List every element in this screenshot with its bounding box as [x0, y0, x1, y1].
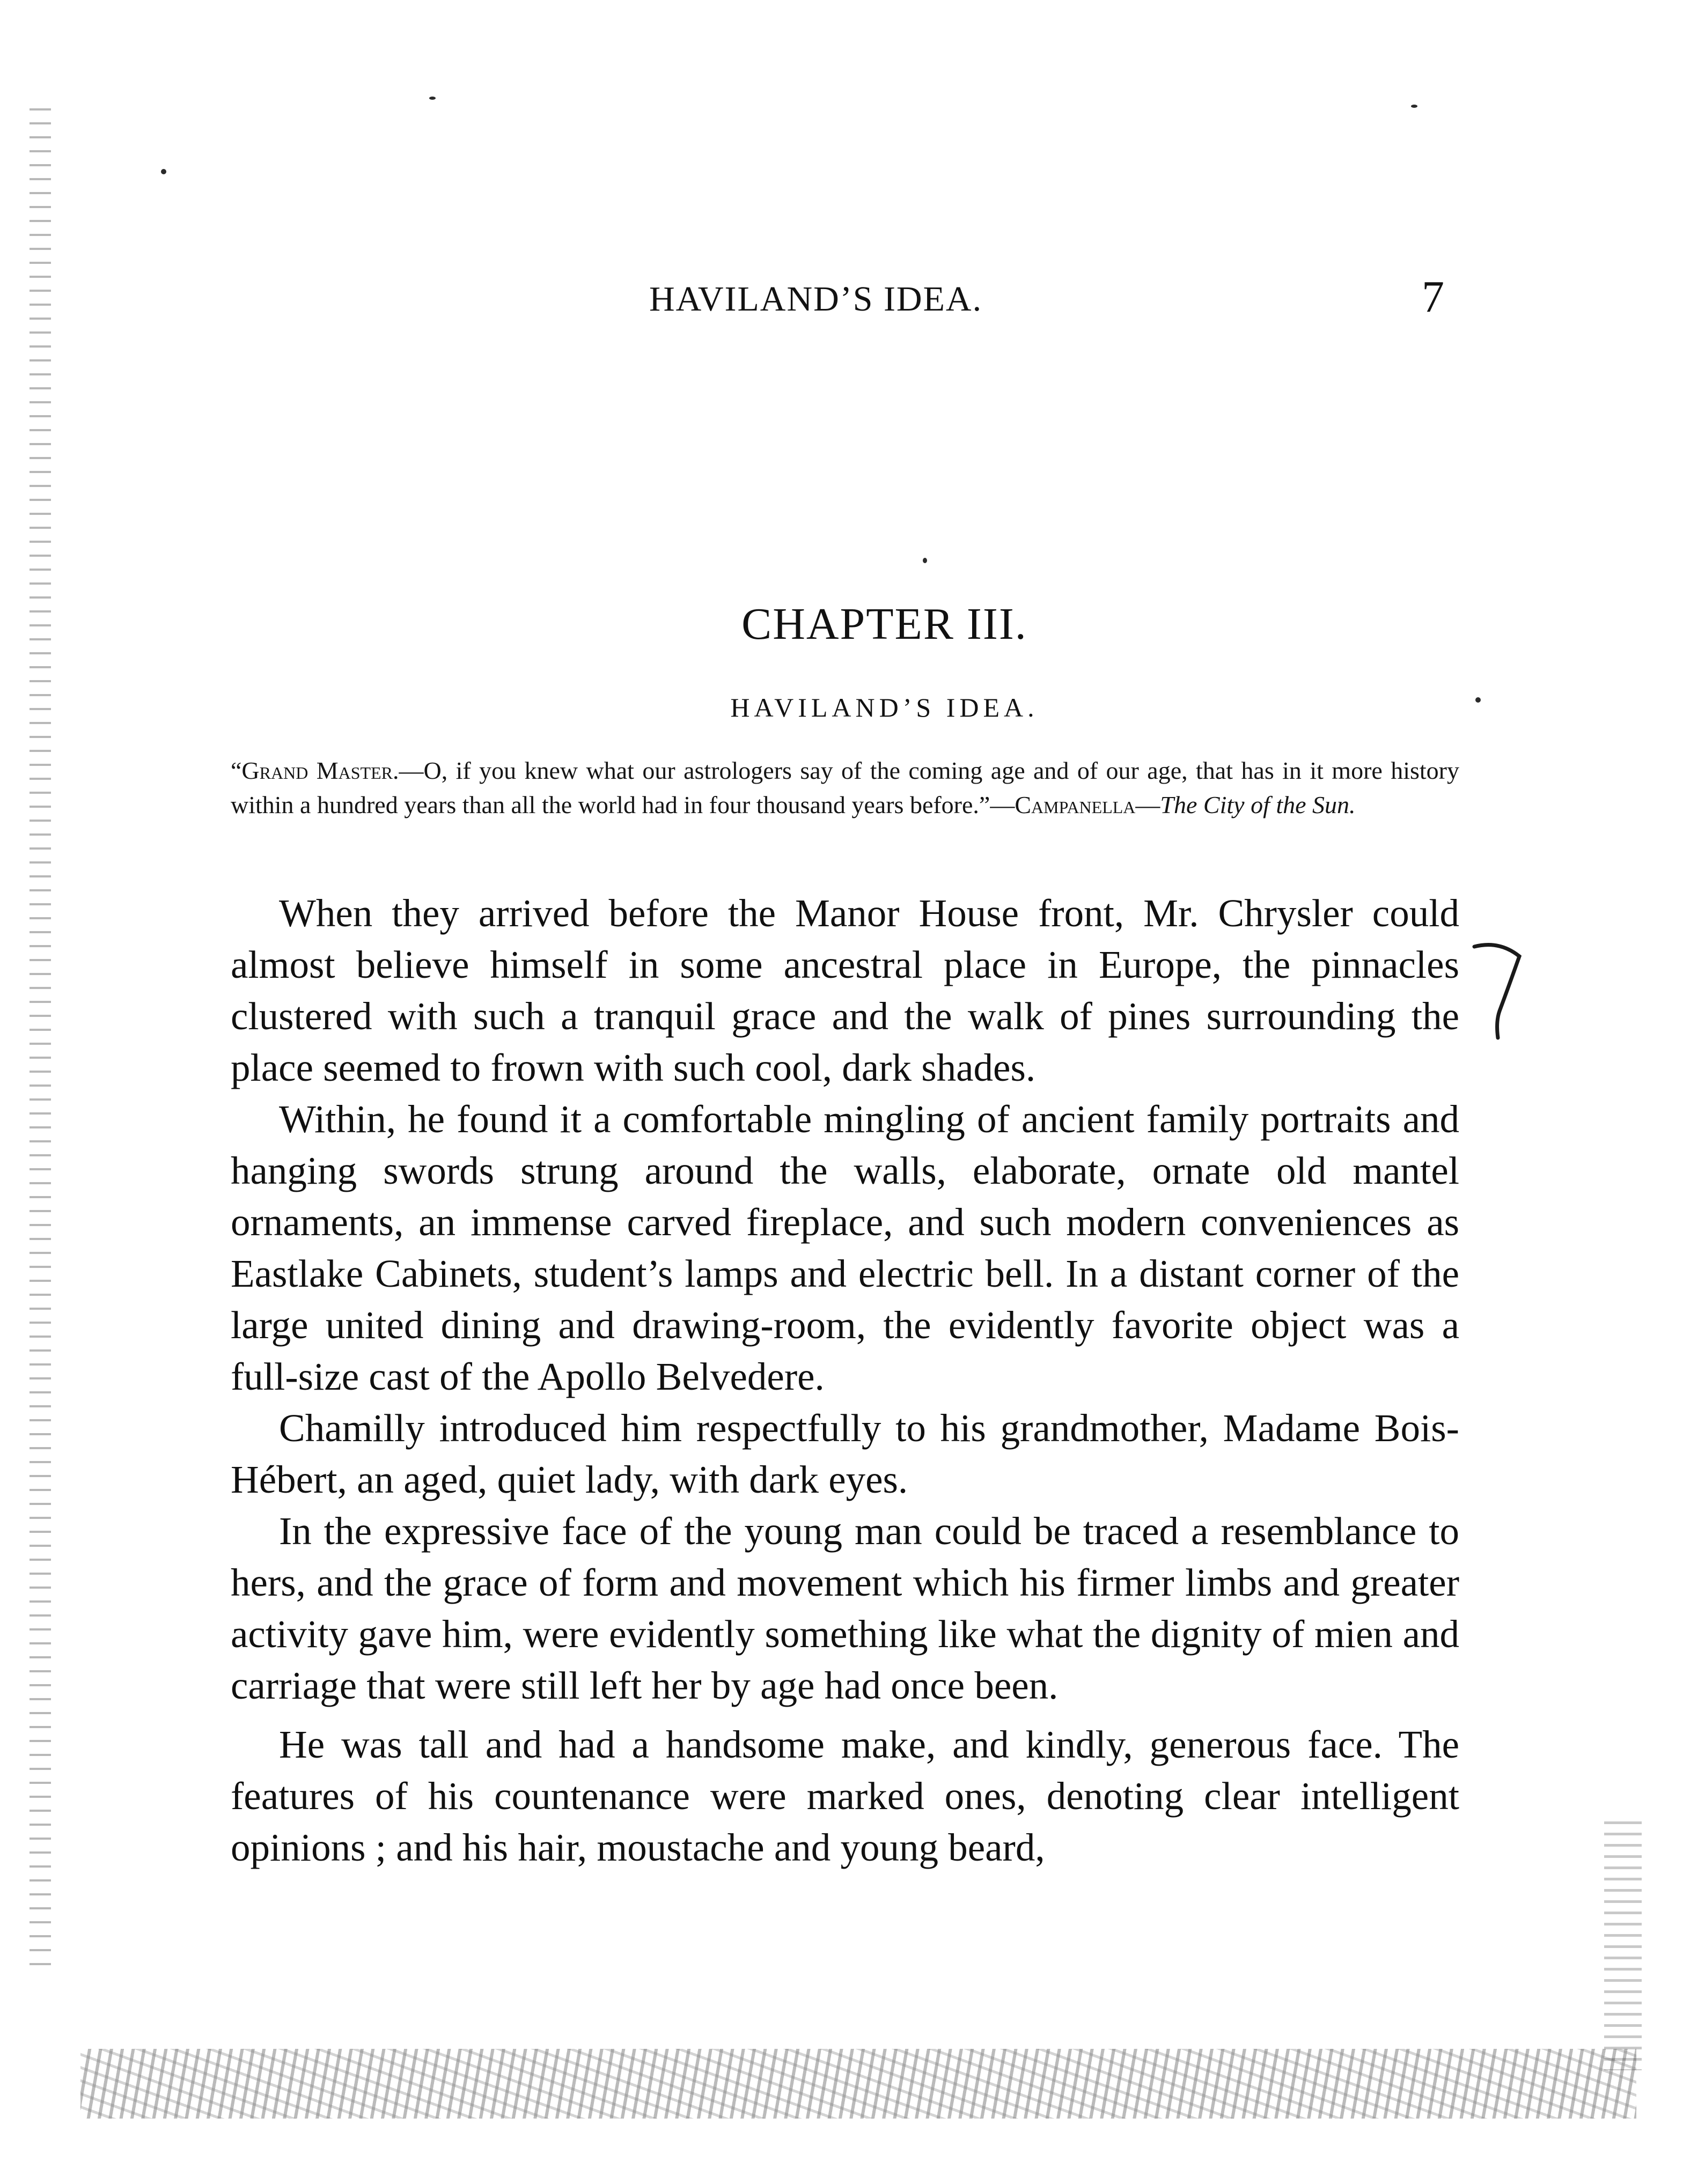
- paragraph: He was tall and had a handsome make, and kindly, generous face. The features of his countenance were marked ones, denoting clear intelligent opinions ; and his hair, moustache and young beard,: [231, 1723, 1459, 1869]
- epigraph-author: —Campanella—: [990, 791, 1160, 818]
- scan-edge-noise-left: [30, 97, 51, 1974]
- running-head-title: HAVILAND’S IDEA.: [649, 279, 983, 319]
- scan-edge-noise-bottom: [80, 2049, 1636, 2119]
- scan-edge-noise-right: [1604, 1813, 1642, 2070]
- chapter-title: HAVILAND’S IDEA.: [730, 692, 1039, 722]
- paragraph: Chamilly introduced him respectfully to his grandmother, Madame Bois-Hébert, an aged, quiet lady, with dark eyes.: [231, 1406, 1459, 1501]
- epigraph: [231, 754, 1459, 822]
- paragraph: In the expressive face of the young man could be traced a resemblance to hers, and the grace of form and movement which his firmer limbs and greater activity gave him, were evidently something like what the dignity of mien and carriage that were still left her by age had once been.: [231, 1509, 1459, 1707]
- chapter-body: [231, 888, 1459, 1873]
- chapter-number-heading: CHAPTER III.: [741, 599, 1027, 649]
- paragraph: Within, he found it a comfortable mingling of ancient family portraits and hanging swords strung around the walls, elaborate, ornate old mantel ornaments, an immense carved fireplace, and such modern conveniences as Eastlake Cabinets, student’s lamps and electric bell. In a distant corner of the large united dining and drawing-room, the evidently favorite object was a full-size cast of the Apollo Belvedere.: [231, 1097, 1459, 1398]
- epigraph-quote: —O, if you knew what our astrologers say of the coming age and of our age, that has in it more history within a hundred years than all the world had in four thousand years before.”: [231, 757, 1459, 818]
- scan-speck: [161, 169, 166, 174]
- epigraph-speaker: “Grand Master.: [231, 757, 399, 784]
- handwritten-margin-mark: [1470, 941, 1529, 1049]
- scan-speck: [923, 558, 927, 563]
- paragraph: When they arrived before the Manor House front, Mr. Chrysler could almost believe himself in some ancestral place in Europe, the pinnacles clustered with such a tranquil grace and the walk of pines surrounding the place seemed to frown with such cool, dark shades.: [231, 891, 1459, 1089]
- scan-speck: [1411, 105, 1417, 108]
- scan-speck: [429, 97, 436, 100]
- epigraph-work: The City of the Sun.: [1160, 791, 1356, 818]
- page-number: 7: [1422, 272, 1444, 322]
